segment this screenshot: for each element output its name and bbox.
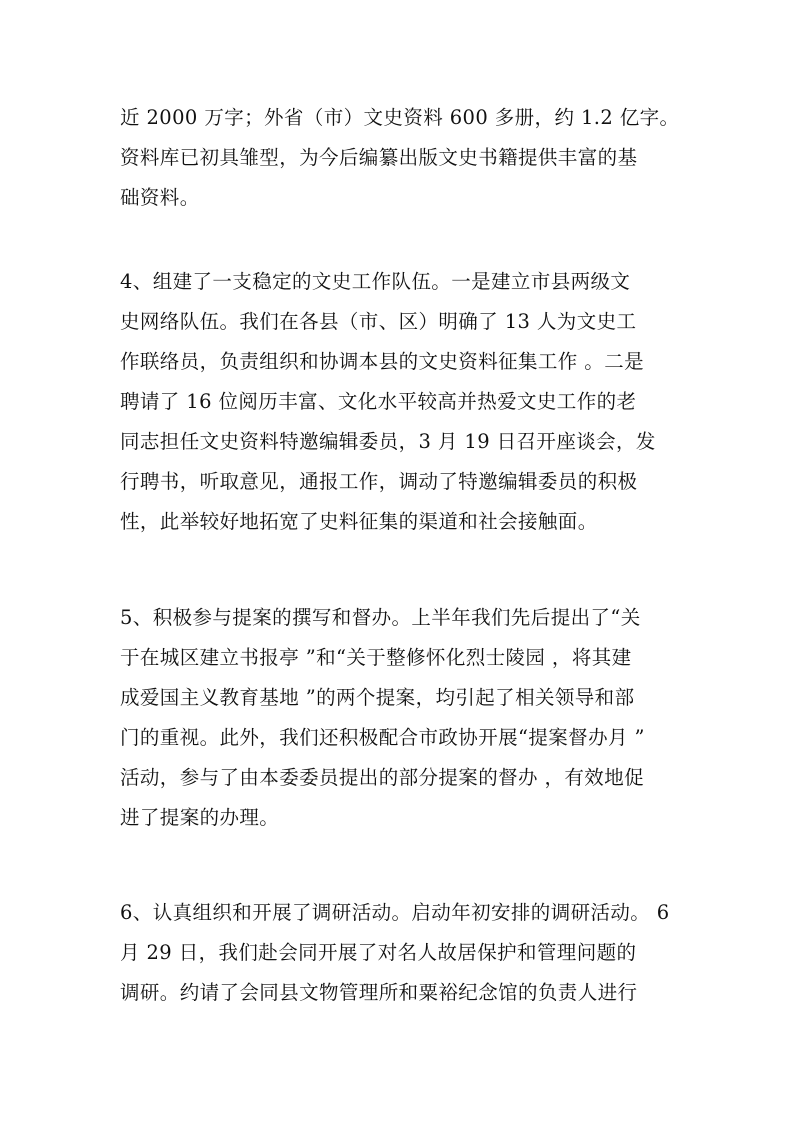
paragraph-item-5 <box>120 598 690 838</box>
paragraph-archive-summary <box>120 98 690 218</box>
text-line: 成爱国主义教育基地 ”的两个提案，均引起了相关领导和部 <box>120 686 635 709</box>
text-line: 史网络队伍。我们在各县（市、区）明确了 13 人为文史工 <box>120 310 637 333</box>
text-line: 6、认真组织和开展了调研活动。启动年初安排的调研活动。 6 <box>120 901 670 924</box>
text-line: 聘请了 16 位阅历丰富、文化水平较高并热爱文史工作的老 <box>120 390 637 413</box>
text-line: 行聘书，听取意见，通报工作，调动了特邀编辑委员的积极 <box>120 470 638 493</box>
text-line: 5、积极参与提案的撰写和督办。上半年我们先后提出了“关 <box>120 606 641 629</box>
paragraph-item-6 <box>120 893 690 1013</box>
text-line: 于在城区建立书报亭 ”和“关于整修怀化烈士陵园 ，将其建 <box>120 646 632 669</box>
text-line: 资料库已初具雏型，为今后编纂出版文史书籍提供丰富的基 <box>120 146 638 169</box>
text-line: 进了提案的办理。 <box>120 806 280 829</box>
text-line: 性，此举较好地拓宽了史料征集的渠道和社会接触面。 <box>120 510 598 533</box>
text-line: 近 2000 万字；外省（市）文史资料 600 多册，约 1.2 亿字。 <box>120 106 680 129</box>
text-line: 础资料。 <box>120 186 200 209</box>
text-line: 活动，参与了由本委委员提出的部分提案的督办 ，有效地促 <box>120 766 644 789</box>
text-line: 调研。约请了会同县文物管理所和粟裕纪念馆的负责人进行 <box>120 981 638 1004</box>
text-line: 月 29 日，我们赴会同开展了对名人故居保护和管理问题的 <box>120 941 637 964</box>
paragraph-item-4 <box>120 262 690 542</box>
text-line: 作联络员，负责组织和协调本县的文史资料征集工作 。二是 <box>120 350 644 373</box>
text-line: 门的重视。此外，我们还积极配合市政协开展“提案督办月 ” <box>120 726 645 749</box>
text-line: 同志担任文史资料特邀编辑委员，3 月 19 日召开座谈会，发 <box>120 430 656 453</box>
text-line: 4、组建了一支稳定的文史工作队伍。一是建立市县两级文 <box>120 270 631 293</box>
